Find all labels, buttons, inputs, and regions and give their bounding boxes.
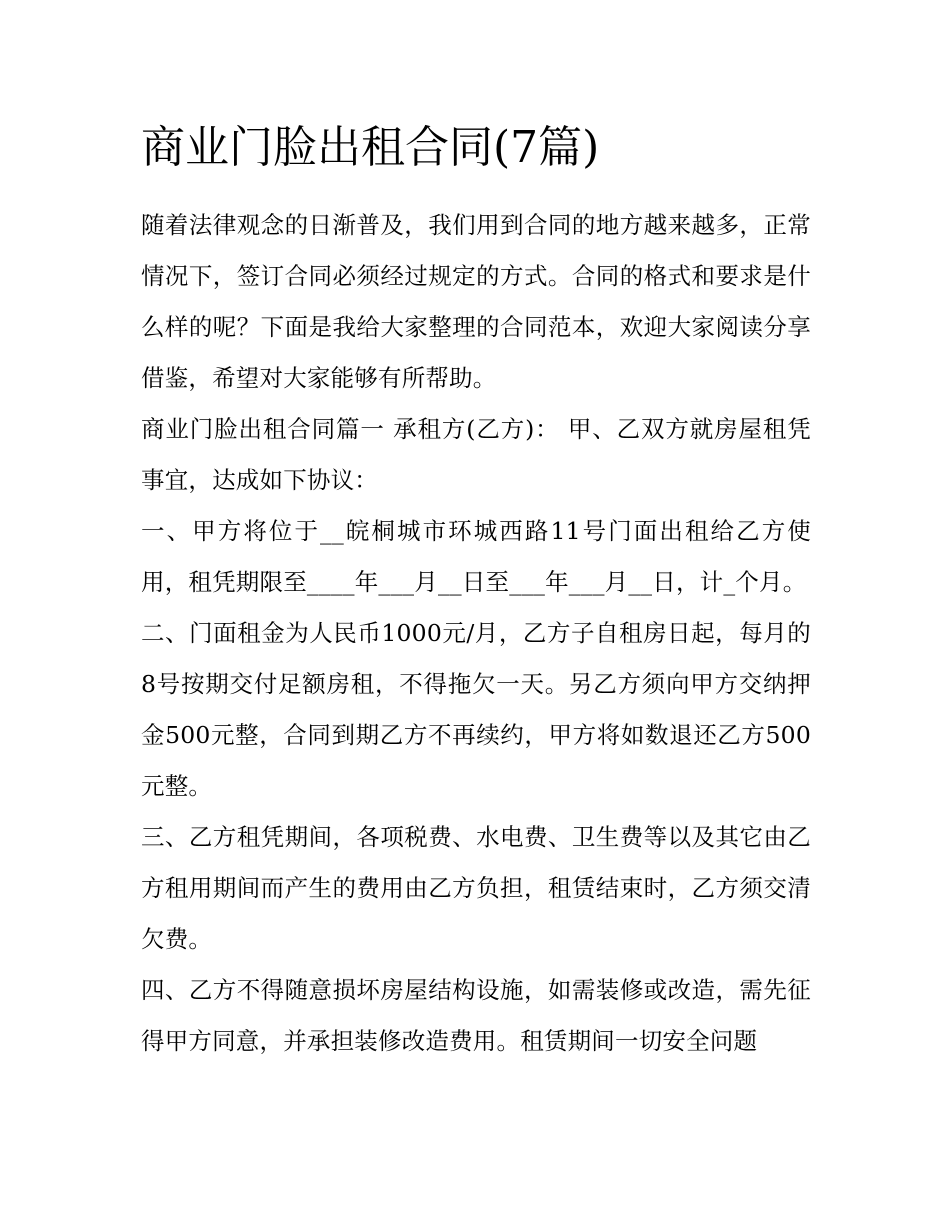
clause-3-paragraph: 三、乙方租凭期间，各项税费、水电费、卫生费等以及其它由乙方租用期间而产生的费用由乙方负担，租赁结束时，乙方须交清欠费。	[141, 823, 811, 953]
intro-paragraph: 随着法律观念的日渐普及，我们用到合同的地方越来越多，正常情况下，签订合同必须经过规定的方式。合同的格式和要求是什么样的呢？下面是我给大家整理的合同范本，欢迎大家阅读分享借鉴，希望对大家能够有所帮助。	[141, 211, 811, 392]
clause-4-paragraph: 四、乙方不得随意损坏房屋结构设施，如需装修或改造，需先征得甲方同意，并承担装修改造费用。租赁期间一切安全问题	[141, 976, 811, 1055]
contract-heading-paragraph: 商业门脸出租合同篇一 承租方(乙方)： 甲、乙双方就房屋租凭事宜，达成如下协议：	[141, 415, 811, 494]
clause-1-paragraph: 一、甲方将位于__皖桐城市环城西路11号门面出租给乙方使用，租凭期限至____年___月__日至___年___月__日，计_个月。	[141, 517, 811, 596]
document-title: 商业门脸出租合同(7篇)	[141, 122, 600, 173]
clause-2-paragraph: 二、门面租金为人民币1000元/月，乙方子自租房日起，每月的8号按期交付足额房租，不得拖欠一天。另乙方须向甲方交纳押金500元整，合同到期乙方不再续约，甲方将如数退还乙方500元整。	[141, 619, 811, 800]
document-body	[141, 118, 811, 1067]
